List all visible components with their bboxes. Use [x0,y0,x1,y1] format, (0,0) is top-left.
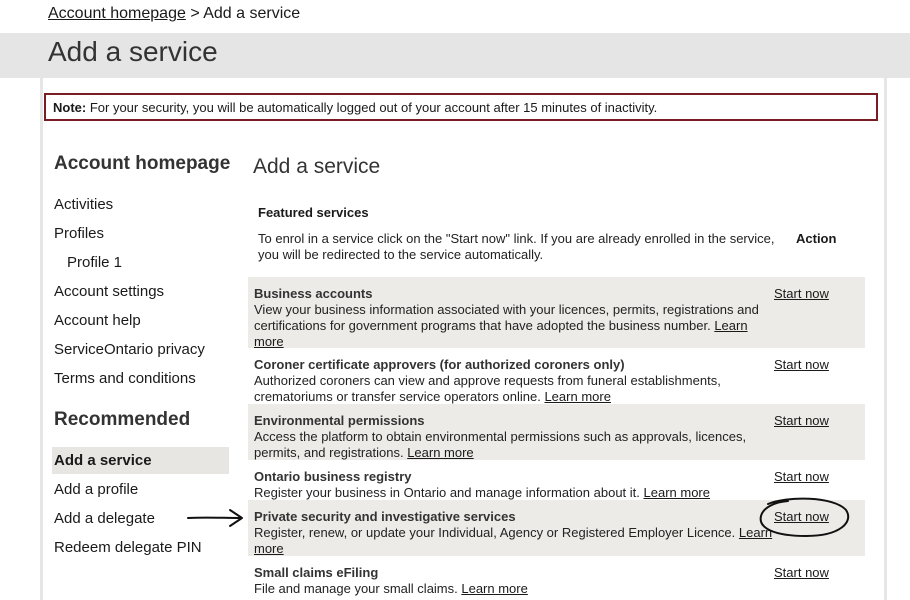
annotation-arrow-icon [186,507,246,529]
breadcrumb [48,5,300,23]
sidebar-item-add-profile[interactable]: Add a profile [54,481,139,498]
service-description-text: Register your business in Ontario and manage information about it. [254,485,644,500]
note-text: For your security, you will be automatically logged out of your account after 15 minutes of inactivity. [86,100,658,115]
sidebar-item-activities[interactable]: Activities [54,196,114,213]
learn-more-link[interactable]: Learn more [643,485,710,500]
service-description [254,373,774,405]
service-description-text: View your business information associated with your licences, permits, registrations and certifications for government programs that have adopted the business number. [254,302,759,333]
page-title: Add a service [48,36,218,67]
sidebar-item-account-settings[interactable]: Account settings [54,283,165,300]
service-title: Business accounts [254,286,373,301]
service-description [254,429,774,461]
breadcrumb-home-link[interactable]: Account homepage [48,5,186,22]
learn-more-link[interactable]: Learn more [461,581,528,596]
service-description [254,525,774,557]
sidebar-item-account-help[interactable]: Account help [54,312,141,329]
sidebar-item-profiles[interactable]: Profiles [54,225,105,242]
service-title: Environmental permissions [254,413,425,428]
action-column-header: Action [796,231,837,246]
annotation-circle-icon [756,496,852,540]
start-now-link[interactable]: Start now [774,565,829,580]
featured-services-heading: Featured services [258,205,369,220]
learn-more-link[interactable]: Learn more [254,525,773,556]
content-border-left [40,78,43,600]
service-row [248,277,865,348]
recommended-heading: Recommended [54,409,191,430]
start-now-link[interactable]: Start now [774,357,829,372]
sidebar-item-profile-1[interactable]: Profile 1 [67,254,123,271]
start-now-link[interactable]: Start now [774,413,829,428]
service-description-text: Access the platform to obtain environmental permissions such as approvals, licences, permits, and registrations. [254,429,747,460]
start-now-link[interactable]: Start now [774,469,829,484]
service-description-text: Register, renew, or update your Individual, Agency or Registered Employer Licence. [254,525,739,540]
intro-text: To enrol in a service click on the "Start now" link. If you are already enrolled in the service, you will be redirected to the service automatically. [258,231,775,262]
service-title: Ontario business registry [254,469,412,484]
note-label: Note: [53,100,87,115]
service-description [254,485,774,501]
service-description-text: File and manage your small claims. [254,581,462,596]
service-title: Coroner certificate approvers (for authorized coroners only) [254,357,625,372]
sidebar-heading: Account homepage [54,153,231,174]
sidebar-item-add-service[interactable]: Add a service [54,452,152,469]
service-title: Private security and investigative services [254,509,516,524]
service-row [248,556,865,600]
breadcrumb-current: Add a service [203,5,301,22]
service-description [254,302,774,350]
service-row [248,404,865,460]
sidebar-item-terms[interactable]: Terms and conditions [54,370,196,387]
security-note [44,93,878,121]
learn-more-link[interactable]: Learn more [544,389,611,404]
service-row [248,348,865,404]
start-now-link[interactable]: Start now [774,286,829,301]
service-title: Small claims eFiling [254,565,379,580]
sidebar-item-serviceontario-privacy[interactable]: ServiceOntario privacy [54,341,205,358]
breadcrumb-separator: > [185,5,204,22]
sidebar-item-redeem-pin[interactable]: Redeem delegate PIN [54,539,202,556]
start-now-link[interactable]: Start now [774,509,829,524]
learn-more-link[interactable]: Learn more [254,318,748,349]
service-description [254,581,774,597]
main-heading: Add a service [253,155,381,178]
sidebar-item-add-delegate[interactable]: Add a delegate [54,510,155,527]
service-row [248,460,865,500]
service-description-text: Authorized coroners can view and approve requests from funeral establishments, crematoriums or transfer service operators online. [254,373,721,404]
learn-more-link[interactable]: Learn more [407,445,474,460]
content-border-right [884,78,887,600]
